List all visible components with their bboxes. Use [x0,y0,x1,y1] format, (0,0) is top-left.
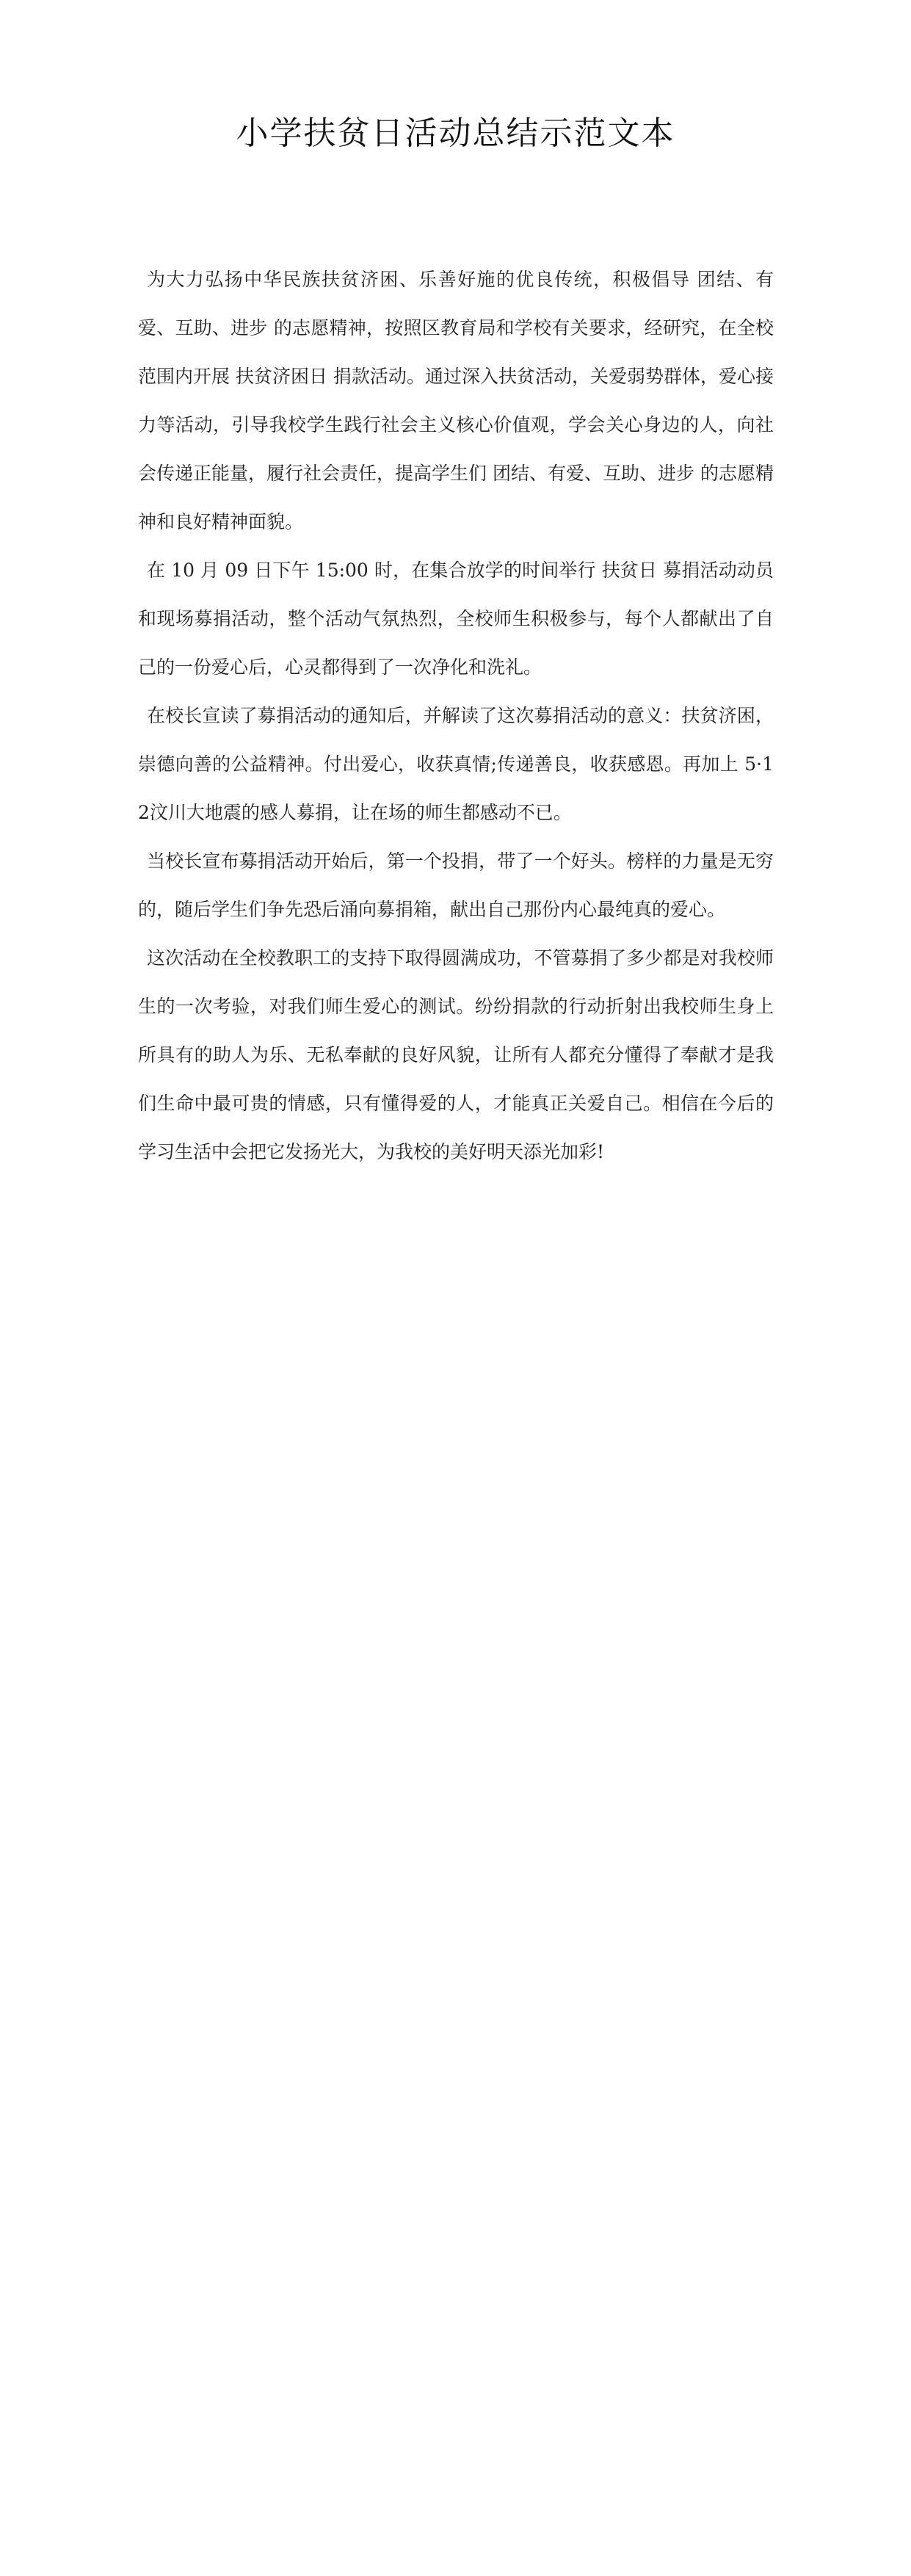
body-paragraph: 当校长宣布募捐活动开始后，第一个投捐，带了一个好头。榜样的力量是无穷的，随后学生们争先恐后涌向募捐箱，献出自己那份内心最纯真的爱心。 [138,850,774,920]
body-paragraph: 在 10 月 09 日下午 15:00 时，在集合放学的时间举行 扶贫日 募捐活动动员和现场募捐活动，整个活动气氛热烈，全校师生积极参与，每个人都献出了自己的一份爱心后，心灵都得到了一次净化和洗礼。 [138,560,774,678]
document-body [138,256,774,1176]
body-paragraph: 这次活动在全校教职工的支持下取得圆满成功，不管募捐了多少都是对我校师生的一次考验，对我们师生爱心的测试。纷纷捐款的行动折射出我校师生身上所具有的助人为乐、无私奉献的良好风貌，让所有人都充分懂得了奉献才是我们生命中最可贵的情感，只有懂得爱的人，才能真正关爱自己。相信在今后的学习生活中会把它发扬光大，为我校的美好明天添光加彩! [138,947,774,1162]
body-paragraph: 为大力弘扬中华民族扶贫济困、乐善好施的优良传统，积极倡导 团结、有爱、互助、进步 的志愿精神，按照区教育局和学校有关要求，经研究，在全校范围内开展 扶贫济困日 捐款活动。通过深入扶贫活动，关爱弱势群体，爱心接力等活动，引导我校学生践行社会主义核心价值观，学会关心身边的人，向社会传递正能量，履行社会责任，提高学生们 团结、有爱、互助、进步 的志愿精神和良好精神面貌。 [138,269,774,532]
document-title: 小学扶贫日活动总结示范文本 [236,115,675,152]
body-paragraph: 在校长宣读了募捐活动的通知后，并解读了这次募捐活动的意义：扶贫济困，崇德向善的公益精神。付出爱心，收获真情;传递善良，收获感恩。再加上 5·12汶川大地震的感人募捐，让在场的师生都感动不已。 [138,705,774,823]
